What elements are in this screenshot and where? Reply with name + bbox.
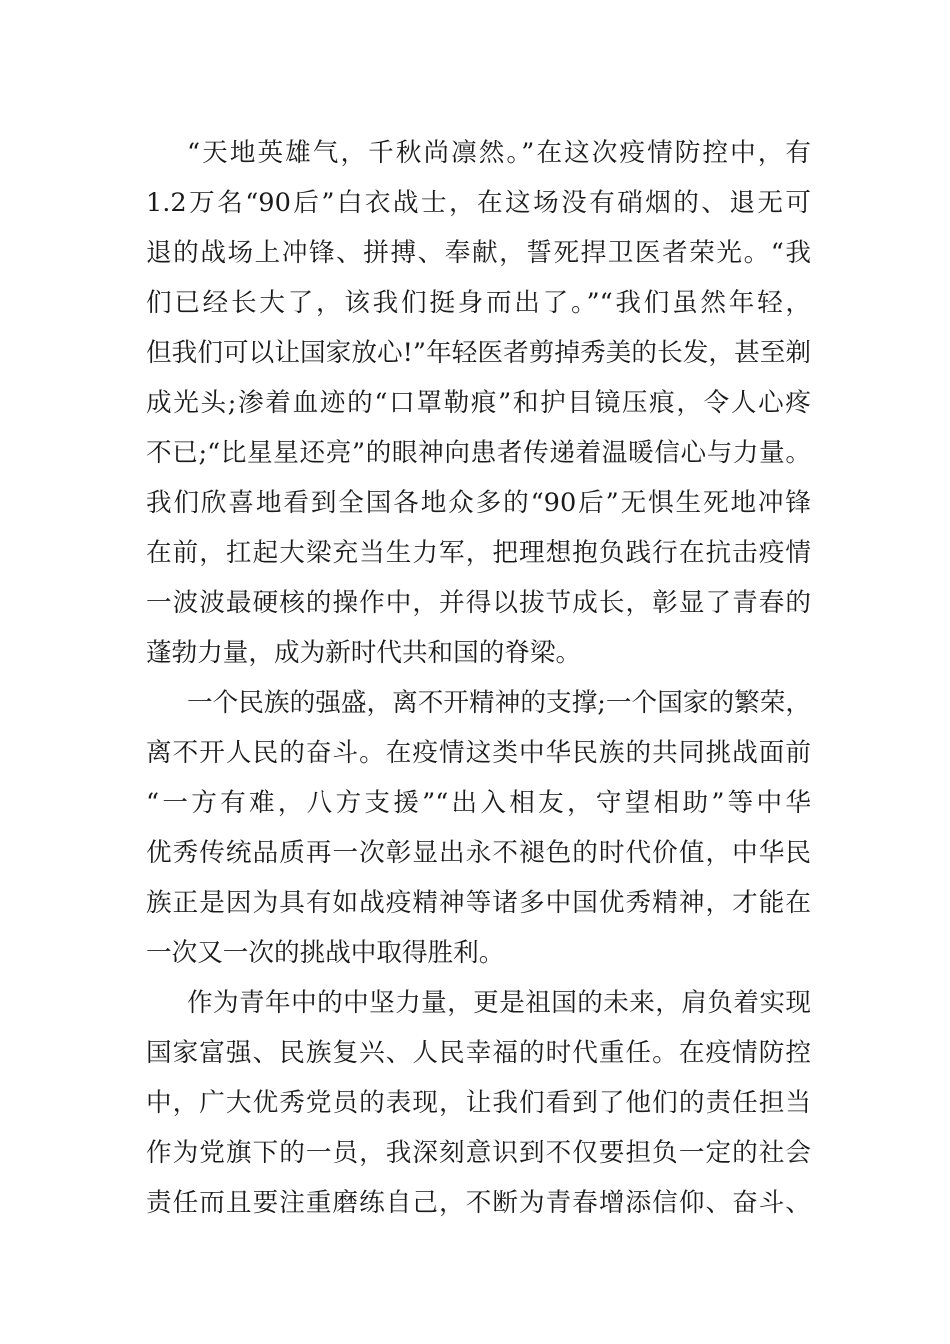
paragraph-1-line-10: 一波波最硬核的操作中，并得以拔节成长，彰显了青春的 (146, 588, 811, 618)
paragraph-1-line-1: “天地英雄气，千秋尚凛然。”在这次疫情防控中，有 (187, 138, 811, 168)
paragraph-1-line-2: 1.2万名“90后”白衣战士，在这场没有硝烟的、退无可 (146, 188, 811, 218)
paragraph-1-line-7: 不已;“比星星还亮”的眼神向患者传递着温暖信心与力量。 (146, 438, 811, 468)
paragraph-3-line-2: 国家富强、民族复兴、人民幸福的时代重任。在疫情防控 (146, 1038, 811, 1068)
paragraph-1-line-3: 退的战场上冲锋、拼搏、奉献，誓死捍卫医者荣光。“我 (146, 238, 811, 268)
paragraph-2-line-5: 族正是因为具有如战疫精神等诸多中国优秀精神，才能在 (146, 888, 811, 918)
paragraph-2-line-4: 优秀传统品质再一次彰显出永不褪色的时代价值，中华民 (146, 838, 811, 868)
paragraph-1-line-8: 我们欣喜地看到全国各地众多的“90后”无惧生死地冲锋 (146, 488, 811, 518)
paragraph-2-line-3: “一方有难，八方支援”“出入相友，守望相助”等中华 (146, 788, 811, 818)
paragraph-1-line-9: 在前，扛起大梁充当生力军，把理想抱负践行在抗击疫情 (146, 538, 811, 568)
paragraph-2-line-2: 离不开人民的奋斗。在疫情这类中华民族的共同挑战面前 (146, 738, 811, 768)
paragraph-1-line-5: 但我们可以让国家放心!”年轻医者剪掉秀美的长发，甚至剃 (146, 338, 811, 368)
paragraph-1-line-11: 蓬勃力量，成为新时代共和国的脊梁。 (146, 638, 582, 668)
paragraph-3-line-1: 作为青年中的中坚力量，更是祖国的未来，肩负着实现 (187, 988, 811, 1018)
paragraph-1-line-4: 们已经长大了，该我们挺身而出了。”“我们虽然年轻， (146, 288, 811, 318)
paragraph-2-line-1: 一个民族的强盛，离不开精神的支撑;一个国家的繁荣， (187, 688, 811, 718)
paragraph-1-line-6: 成光头;渗着血迹的“口罩勒痕”和护目镜压痕，令人心疼 (146, 388, 811, 418)
paragraph-3-line-5: 责任而且要注重磨练自己，不断为青春增添信仰、奋斗、 (146, 1188, 811, 1218)
paragraph-2-line-6: 一次又一次的挑战中取得胜利。 (146, 938, 505, 968)
paragraph-3-line-4: 作为党旗下的一员，我深刻意识到不仅要担负一定的社会 (146, 1138, 811, 1168)
paragraph-3-line-3: 中，广大优秀党员的表现，让我们看到了他们的责任担当 (146, 1088, 811, 1118)
